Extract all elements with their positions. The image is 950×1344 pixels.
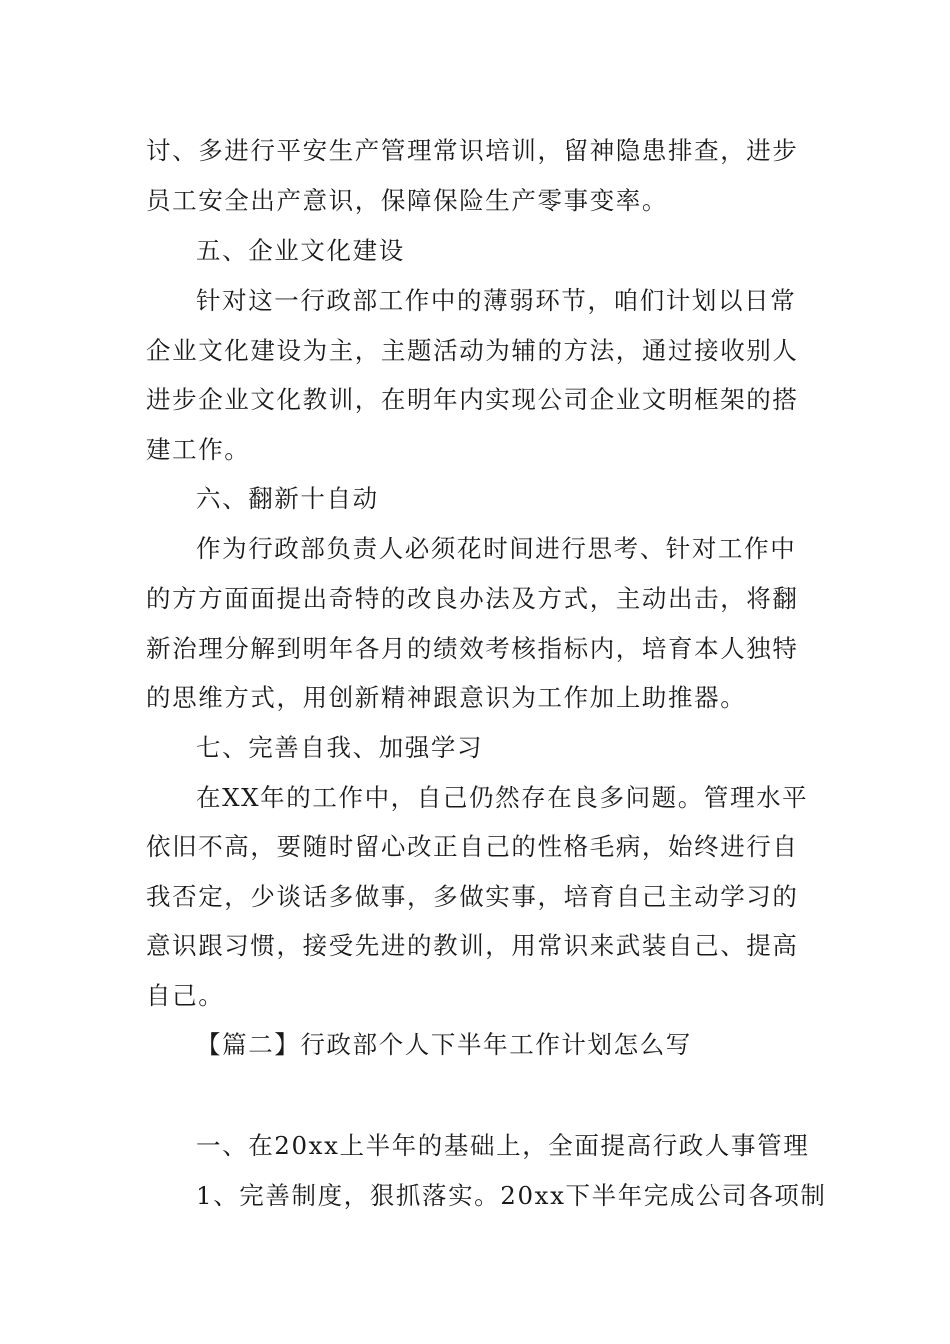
- paragraph-line: 新治理分解到明年各月的绩效考核指标内，培育本人独特: [146, 634, 799, 663]
- section-heading: 六、翻新十自动: [196, 484, 379, 513]
- paragraph-line: 1、完善制度，狠抓落实。20xx下半年完成公司各项制: [196, 1181, 827, 1210]
- paragraph-line: 建工作。: [146, 435, 251, 464]
- section-heading: 一、在20xx上半年的基础上，全面提高行政人事管理: [196, 1131, 810, 1160]
- paragraph-line: 讨、多进行平安生产管理常识培训，留神隐患排查，进步: [146, 136, 799, 165]
- section-heading: 五、企业文化建设: [196, 236, 405, 265]
- paragraph-line: 作为行政部负责人必须花时间进行思考、针对工作中: [196, 534, 797, 563]
- paragraph-line: 针对这一行政部工作中的薄弱环节，咱们计划以日常: [196, 286, 797, 315]
- paragraph-line: 在XX年的工作中，自己仍然存在良多问题。管理水平: [196, 783, 809, 812]
- section-heading: 七、完善自我、加强学习: [196, 733, 484, 762]
- paragraph-line: 的方方面面提出奇特的改良办法及方式，主动出击，将翻: [146, 584, 799, 613]
- article-title: 【篇二】行政部个人下半年工作计划怎么写: [196, 1030, 692, 1059]
- paragraph-line: 依旧不高，要随时留心改正自己的性格毛病，始终进行自: [146, 832, 799, 861]
- paragraph-line: 进步企业文化教训，在明年内实现公司企业文明框架的搭: [146, 385, 799, 414]
- paragraph-line: 员工安全出产意识，保障保险生产零事变率。: [146, 186, 668, 215]
- paragraph-line: 企业文化建设为主，主题活动为辅的方法，通过接收别人: [146, 336, 799, 365]
- paragraph-line: 我否定，少谈话多做事，多做实事，培育自己主动学习的: [146, 882, 799, 911]
- paragraph-line: 的思维方式，用创新精神跟意识为工作加上助推器。: [146, 683, 747, 712]
- paragraph-line: 意识跟习惯，接受先进的教训，用常识来武装自己、提高: [146, 931, 799, 960]
- paragraph-line: 自己。: [146, 981, 225, 1010]
